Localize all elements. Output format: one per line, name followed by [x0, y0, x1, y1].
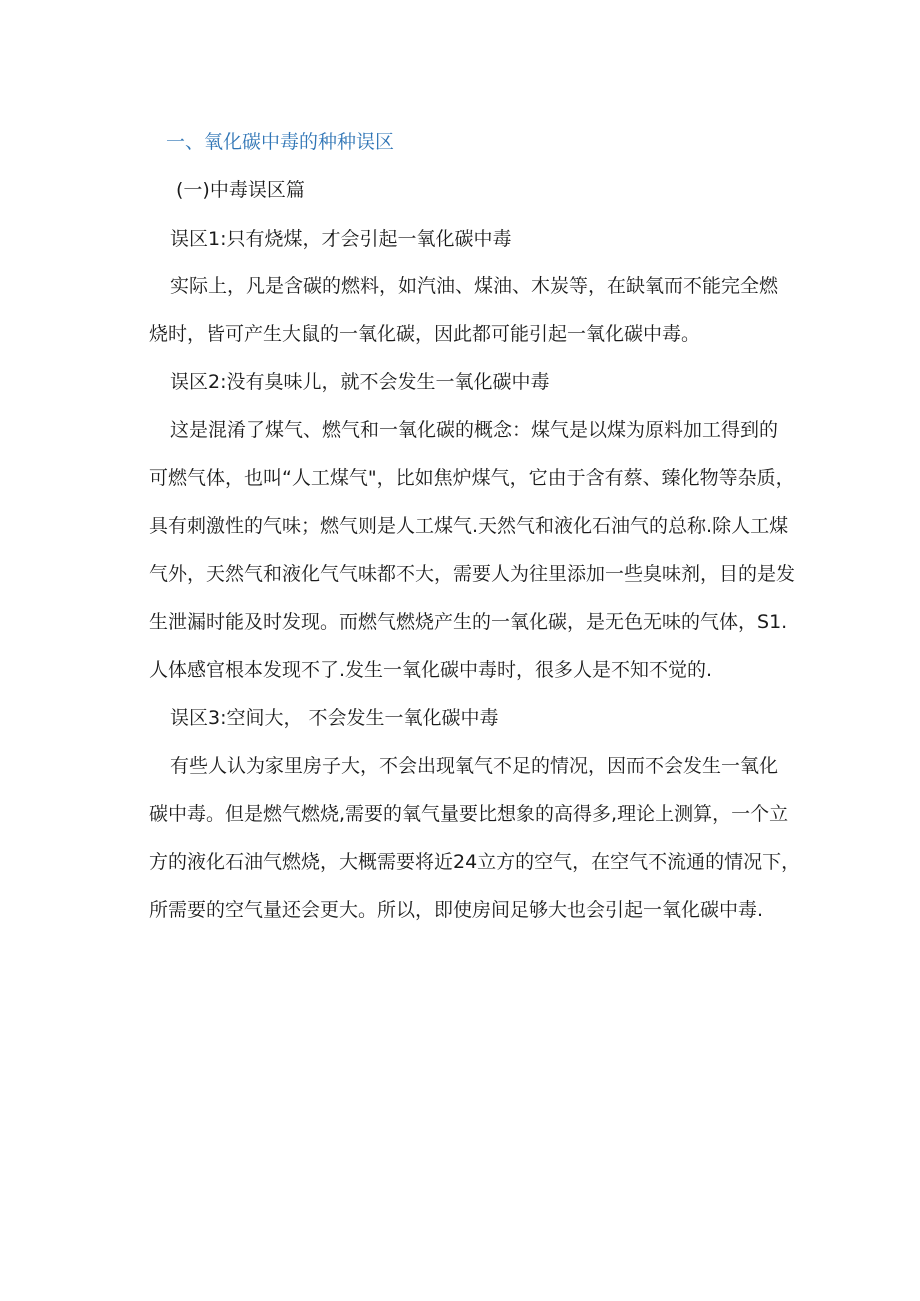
- myth-2-paragraph-line: 可燃气体，也叫“人工煤气"，比如焦炉煤气，它由于含有蔡、臻化物等杂质，: [149, 467, 795, 489]
- myth-1-paragraph-line: 烧时，皆可产生大鼠的一氧化碳，因此都可能引起一氧化碳中毒。: [149, 323, 701, 345]
- myth-1-paragraph-line: 实际上，凡是含碳的燃料，如汽油、煤油、木炭等，在缺氧而不能完全燃: [170, 275, 779, 297]
- subsection-title: (一)中毒误区篇: [176, 179, 305, 201]
- myth-2-paragraph-line: 气外，天然气和液化气气味都不大，需要人为往里添加一些臭味剂，目的是发: [149, 563, 796, 585]
- myth-3-paragraph-line: 所需要的空气量还会更大。所以，即使房间足够大也会引起一氧化碳中毒.: [149, 899, 764, 921]
- myth-3-title: 误区3:空间大， 不会发生一氧化碳中毒: [170, 707, 499, 729]
- myth-2-title: 误区2:没有臭味儿，就不会发生一氧化碳中毒: [170, 371, 550, 393]
- myth-3-paragraph-line: 方的液化石油气燃烧，大概需要将近24立方的空气，在空气不流通的情况下，: [149, 851, 801, 873]
- myth-2-paragraph-line: 这是混淆了煤气、燃气和一氧化碳的概念：煤气是以煤为原料加工得到的: [170, 419, 779, 441]
- myth-2-paragraph-line: 生泄漏时能及时发现。而燃气燃烧产生的一氧化碳，是无色无味的气体，S1.: [149, 611, 788, 633]
- myth-1-title: 误区1:只有烧煤，才会引起一氧化碳中毒: [170, 228, 512, 250]
- myth-2-paragraph-line: 人体感官根本发现不了.发生一氧化碳中毒时，很多人是不知不觉的.: [149, 659, 713, 681]
- myth-3-paragraph-line: 碳中毒。但是燃气燃烧,需要的氧气量要比想象的高得多,理论上测算，一个立: [149, 803, 789, 825]
- myth-2-paragraph-line: 具有刺激性的气味；燃气则是人工煤气.天然气和液化石油气的总称.除人工煤: [149, 515, 789, 537]
- myth-3-paragraph-line: 有些人认为家里房子大，不会出现氧气不足的情况，因而不会发生一氧化: [170, 755, 779, 777]
- section-title: 一、氧化碳中毒的种种误区: [166, 131, 395, 153]
